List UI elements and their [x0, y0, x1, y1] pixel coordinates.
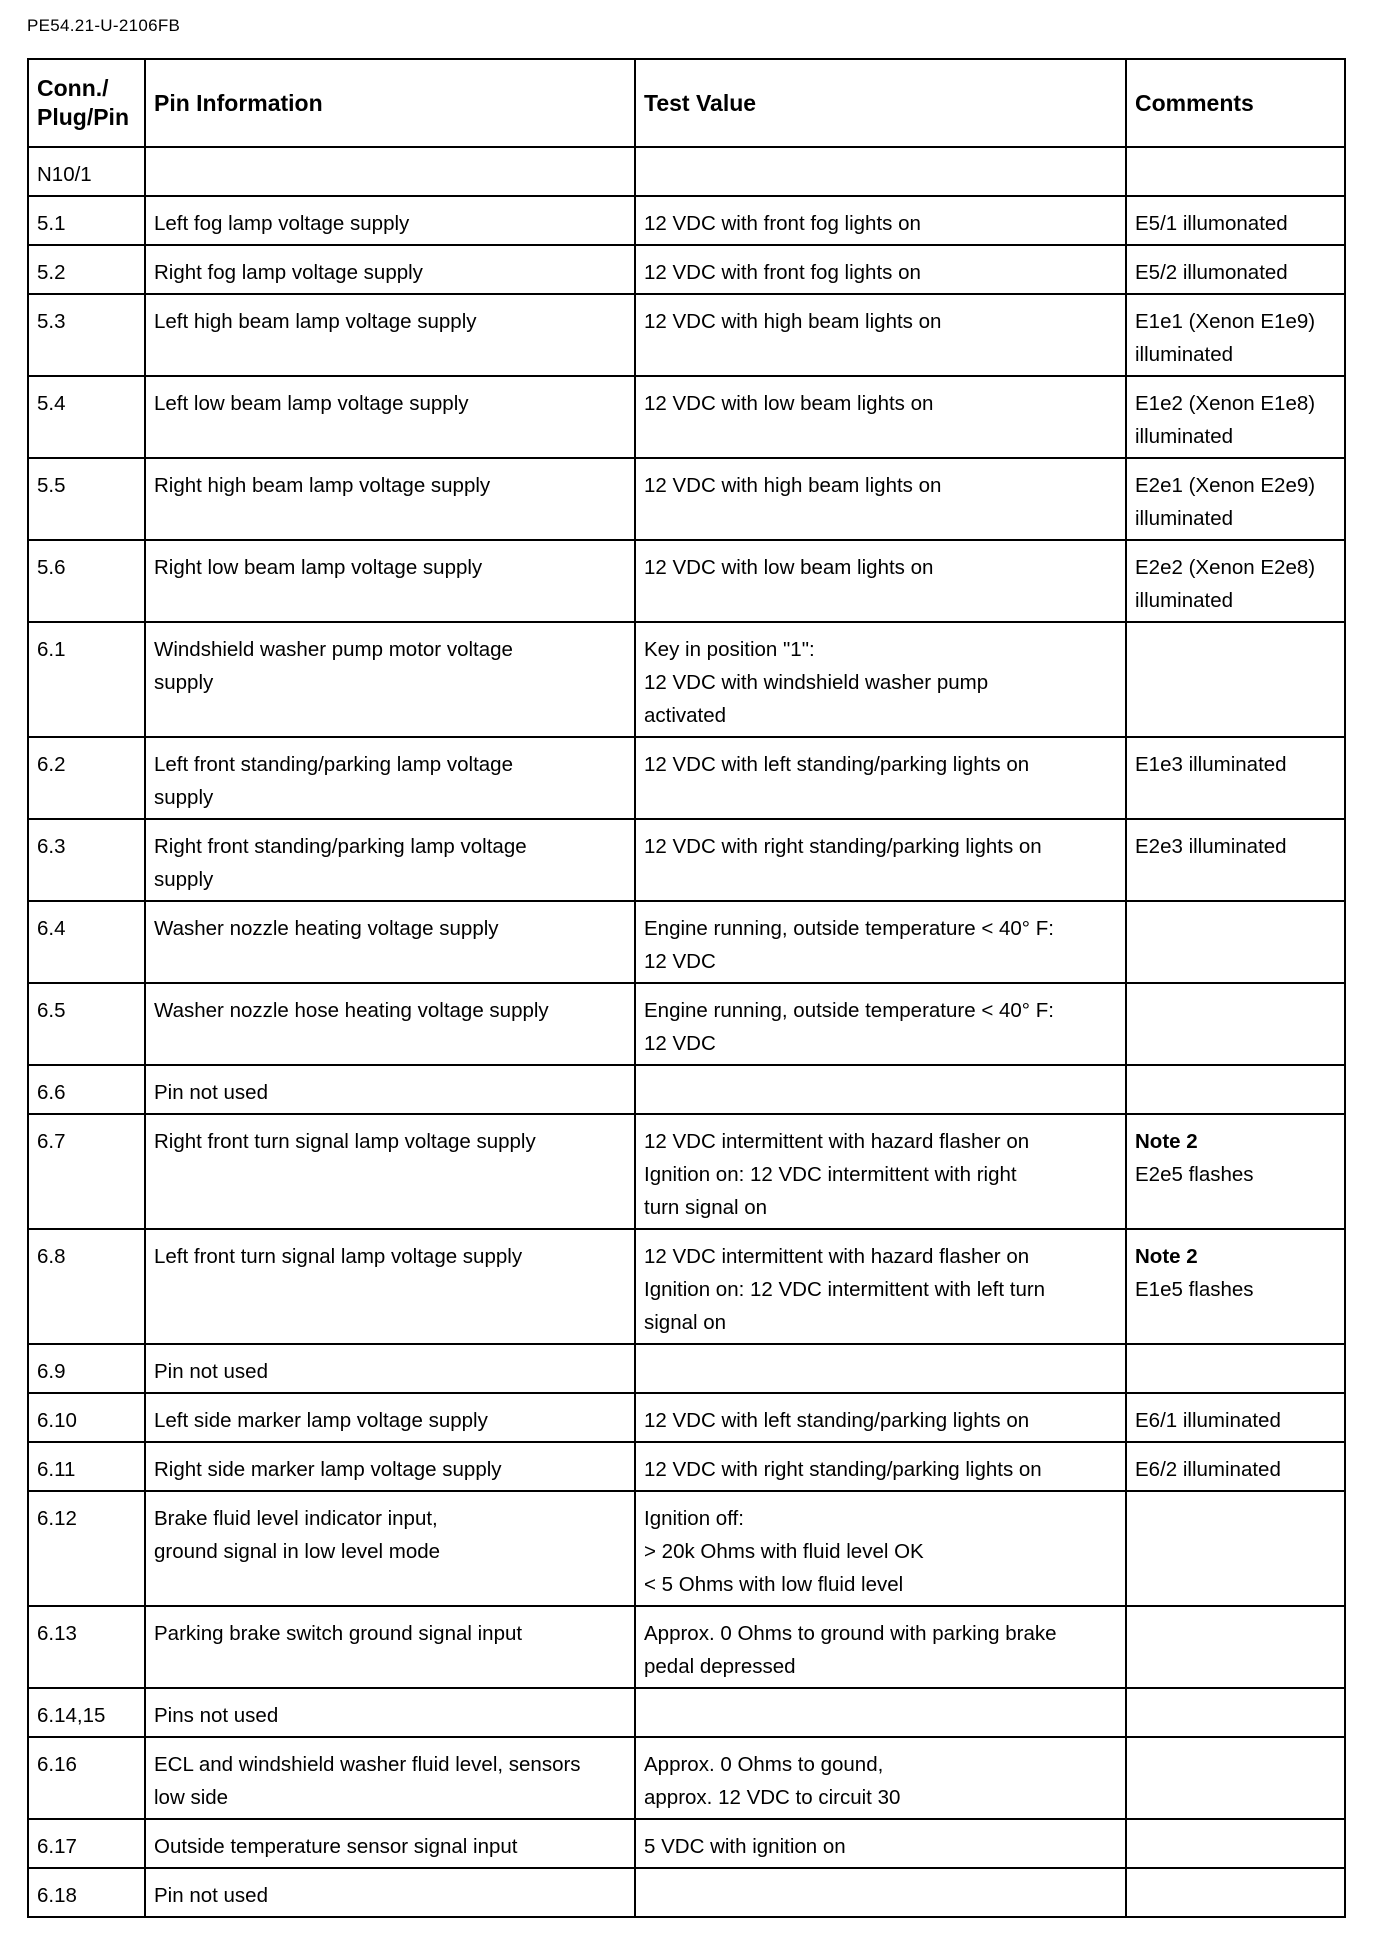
- pin-info-cell: [145, 1442, 635, 1491]
- pin-cell: 6.5: [28, 983, 145, 1065]
- header-test-value: Test Value: [635, 59, 1126, 147]
- pin-info-cell: [145, 540, 635, 622]
- test-value-line: 12 VDC with windshield washer pump: [644, 671, 989, 694]
- comment-note: Note 2: [1135, 1130, 1198, 1153]
- pin-cell: 6.14,15: [28, 1688, 145, 1737]
- pin-cell: 6.9: [28, 1344, 145, 1393]
- test-value-cell: [635, 376, 1126, 458]
- comment-line: E2e5 flashes: [1135, 1163, 1254, 1186]
- test-value-line: 12 VDC with high beam lights on: [644, 474, 942, 497]
- pin-cell: 6.12: [28, 1491, 145, 1606]
- pin-info-line: ground signal in low level mode: [154, 1540, 441, 1563]
- pin-info-line: supply: [154, 671, 214, 694]
- pin-info-line: Left low beam lamp voltage supply: [154, 392, 469, 415]
- test-value-line: approx. 12 VDC to circuit 30: [644, 1786, 901, 1809]
- test-value-cell: [635, 1393, 1126, 1442]
- comment-note: Note 2: [1135, 1245, 1198, 1268]
- test-value-line: 12 VDC with low beam lights on: [644, 392, 934, 415]
- table-row: [28, 737, 1345, 819]
- test-value-cell: [635, 1819, 1126, 1868]
- test-value-cell: [635, 1737, 1126, 1819]
- test-value-cell: [635, 245, 1126, 294]
- comments-cell: [1126, 1606, 1345, 1688]
- pin-info-line: Pin not used: [154, 1884, 268, 1907]
- comments-cell: [1126, 819, 1345, 901]
- comments-cell: [1126, 376, 1345, 458]
- comments-cell: [1126, 1491, 1345, 1606]
- table-row: [28, 819, 1345, 901]
- pin-info-line: Left high beam lamp voltage supply: [154, 310, 477, 333]
- comment-line: illuminated: [1135, 589, 1233, 612]
- pin-info-cell: [145, 1819, 635, 1868]
- pin-cell: 6.4: [28, 901, 145, 983]
- test-value-line: 12 VDC: [644, 950, 716, 973]
- test-value-line: 12 VDC with front fog lights on: [644, 261, 921, 284]
- pin-info-cell: [145, 1491, 635, 1606]
- test-value-cell: [635, 540, 1126, 622]
- pin-info-line: Left front standing/parking lamp voltage: [154, 753, 513, 776]
- pin-info-line: Right front standing/parking lamp voltage: [154, 835, 527, 858]
- pin-info-line: Pin not used: [154, 1081, 268, 1104]
- test-value-line: pedal depressed: [644, 1655, 796, 1678]
- test-value-line: < 5 Ohms with low fluid level: [644, 1573, 904, 1596]
- document-id: PE54.21-U-2106FB: [27, 16, 181, 35]
- test-value-cell: [635, 737, 1126, 819]
- pin-info-line: Right high beam lamp voltage supply: [154, 474, 491, 497]
- header-conn-plug-pin: [28, 59, 145, 147]
- pin-cell: 6.7: [28, 1114, 145, 1229]
- table-row: [28, 540, 1345, 622]
- pin-cell: 5.1: [28, 196, 145, 245]
- comments-cell: [1126, 1819, 1345, 1868]
- test-value-cell: [635, 1491, 1126, 1606]
- comments-cell: [1126, 1344, 1345, 1393]
- comment-line: E5/1 illumonated: [1135, 212, 1288, 235]
- test-value-cell: [635, 819, 1126, 901]
- table-row: [28, 1344, 1345, 1393]
- pin-info-line: Left fog lamp voltage supply: [154, 212, 410, 235]
- test-value-line: 12 VDC with front fog lights on: [644, 212, 921, 235]
- comment-line: E1e3 illuminated: [1135, 753, 1287, 776]
- pin-info-line: Pins not used: [154, 1704, 279, 1727]
- test-value-line: Ignition on: 12 VDC intermittent with left turn: [644, 1278, 1046, 1301]
- test-value-line: > 20k Ohms with fluid level OK: [644, 1540, 924, 1563]
- test-value-line: 5 VDC with ignition on: [644, 1835, 846, 1858]
- table-row: [28, 458, 1345, 540]
- test-value-line: 12 VDC with right standing/parking lights on: [644, 1458, 1042, 1481]
- pin-info-line: Washer nozzle hose heating voltage supply: [154, 999, 549, 1022]
- comment-line: E1e2 (Xenon E1e8): [1135, 392, 1316, 415]
- pin-cell: 5.3: [28, 294, 145, 376]
- comment-line: illuminated: [1135, 343, 1233, 366]
- pin-table-body: [28, 147, 1345, 1917]
- pin-info-cell: [145, 819, 635, 901]
- comments-cell: [1126, 737, 1345, 819]
- pin-info-cell: [145, 1606, 635, 1688]
- pin-info-line: Right fog lamp voltage supply: [154, 261, 423, 284]
- pin-info-line: Outside temperature sensor signal input: [154, 1835, 518, 1858]
- comment-line: illuminated: [1135, 425, 1233, 448]
- pin-info-cell: [145, 1688, 635, 1737]
- header-conn-line1: Conn./: [37, 75, 109, 101]
- comment-line: E2e3 illuminated: [1135, 835, 1287, 858]
- test-value-line: Ignition off:: [644, 1507, 744, 1530]
- pin-info-line: Right low beam lamp voltage supply: [154, 556, 483, 579]
- comments-cell: [1126, 1229, 1345, 1344]
- comments-cell: [1126, 1737, 1345, 1819]
- comment-line: E1e5 flashes: [1135, 1278, 1254, 1301]
- table-row: [28, 1393, 1345, 1442]
- table-row: [28, 1491, 1345, 1606]
- header-pin-information: Pin Information: [145, 59, 635, 147]
- comments-cell: [1126, 901, 1345, 983]
- table-row: [28, 983, 1345, 1065]
- test-value-line: 12 VDC intermittent with hazard flasher on: [644, 1130, 1030, 1153]
- pin-info-line: Left side marker lamp voltage supply: [154, 1409, 488, 1432]
- pin-info-line: low side: [154, 1786, 229, 1809]
- pin-info-cell: [145, 458, 635, 540]
- pin-info-line: Parking brake switch ground signal input: [154, 1622, 523, 1645]
- pin-cell: 5.6: [28, 540, 145, 622]
- table-row: [28, 1229, 1345, 1344]
- pin-cell: 6.17: [28, 1819, 145, 1868]
- table-row: [28, 294, 1345, 376]
- pin-cell: 5.5: [28, 458, 145, 540]
- test-value-line: turn signal on: [644, 1196, 768, 1219]
- table-row: [28, 245, 1345, 294]
- pin-cell: 6.13: [28, 1606, 145, 1688]
- pin-cell: 6.6: [28, 1065, 145, 1114]
- test-value-cell: [635, 1065, 1126, 1114]
- test-value-line: Approx. 0 Ohms to ground with parking brake: [644, 1622, 1057, 1645]
- comments-cell: [1126, 983, 1345, 1065]
- test-value-line: Approx. 0 Ohms to gound,: [644, 1753, 884, 1776]
- pin-info-cell: [145, 1737, 635, 1819]
- test-value-cell: [635, 1688, 1126, 1737]
- test-value-cell: [635, 901, 1126, 983]
- table-row: [28, 1819, 1345, 1868]
- pin-info-cell: [145, 196, 635, 245]
- test-value-cell: [635, 1868, 1126, 1917]
- test-value-line: Ignition on: 12 VDC intermittent with right: [644, 1163, 1017, 1186]
- pin-info-cell: [145, 901, 635, 983]
- table-row: [28, 196, 1345, 245]
- test-value-cell: [635, 458, 1126, 540]
- pin-info-line: supply: [154, 868, 214, 891]
- comment-line: E2e2 (Xenon E2e8): [1135, 556, 1316, 579]
- comments-cell: [1126, 196, 1345, 245]
- comments-cell: [1126, 622, 1345, 737]
- pin-info-cell: [145, 1229, 635, 1344]
- comments-cell: [1126, 294, 1345, 376]
- pin-info-line: supply: [154, 786, 214, 809]
- comment-line: E1e1 (Xenon E1e9): [1135, 310, 1316, 333]
- test-value-cell: [635, 1606, 1126, 1688]
- table-row: [28, 1868, 1345, 1917]
- test-value-cell: [635, 622, 1126, 737]
- table-row: [28, 901, 1345, 983]
- test-value-line: Key in position "1":: [644, 638, 815, 661]
- pin-cell: 6.1: [28, 622, 145, 737]
- comments-cell: [1126, 1442, 1345, 1491]
- pin-info-cell: [145, 1065, 635, 1114]
- table-row: [28, 1065, 1345, 1114]
- table-row: [28, 1737, 1345, 1819]
- pin-cell: 6.11: [28, 1442, 145, 1491]
- pin-info-line: ECL and windshield washer fluid level, sensors: [154, 1753, 581, 1776]
- comments-cell: [1126, 245, 1345, 294]
- comments-cell: [1126, 540, 1345, 622]
- table-row: [28, 1442, 1345, 1491]
- pin-info-line: Pin not used: [154, 1360, 268, 1383]
- pin-info-cell: [145, 737, 635, 819]
- pin-info-cell: [145, 1344, 635, 1393]
- pin-info-line: Washer nozzle heating voltage supply: [154, 917, 499, 940]
- test-value-cell: [635, 1442, 1126, 1491]
- test-value-line: 12 VDC with left standing/parking lights on: [644, 753, 1030, 776]
- pin-cell: 6.16: [28, 1737, 145, 1819]
- comments-cell: [1126, 1868, 1345, 1917]
- comment-line: E5/2 illumonated: [1135, 261, 1288, 284]
- comment-line: E2e1 (Xenon E2e9): [1135, 474, 1316, 497]
- test-value-line: 12 VDC with low beam lights on: [644, 556, 934, 579]
- pin-info-line: Brake fluid level indicator input,: [154, 1507, 438, 1530]
- test-value-cell: [635, 983, 1126, 1065]
- pin-cell: 5.2: [28, 245, 145, 294]
- pin-info-cell: [145, 1868, 635, 1917]
- pin-info-cell: [145, 983, 635, 1065]
- pin-cell: 5.4: [28, 376, 145, 458]
- table-row: [28, 1114, 1345, 1229]
- table-row: [28, 376, 1345, 458]
- test-value-line: 12 VDC with high beam lights on: [644, 310, 942, 333]
- comments-cell: [1126, 458, 1345, 540]
- pin-cell: 6.10: [28, 1393, 145, 1442]
- pin-cell: 6.18: [28, 1868, 145, 1917]
- table-row: [28, 1606, 1345, 1688]
- table-row: [28, 622, 1345, 737]
- pin-info-cell: [145, 1114, 635, 1229]
- header-conn-line2: Plug/Pin: [37, 104, 129, 130]
- comments-cell: [1126, 1393, 1345, 1442]
- pin-info-cell: [145, 245, 635, 294]
- test-value-line: 12 VDC with left standing/parking lights on: [644, 1409, 1030, 1432]
- group-row: [28, 147, 1345, 196]
- test-value-line: activated: [644, 704, 727, 727]
- test-value-cell: [635, 1114, 1126, 1229]
- test-value-line: Engine running, outside temperature < 40° F:: [644, 999, 1054, 1022]
- comments-cell: [1126, 1688, 1345, 1737]
- comment-line: illuminated: [1135, 507, 1233, 530]
- test-value-cell: [635, 1344, 1126, 1393]
- test-value-cell: [635, 196, 1126, 245]
- pin-cell: 6.8: [28, 1229, 145, 1344]
- comment-line: E6/1 illuminated: [1135, 1409, 1281, 1432]
- table-header-row: [28, 59, 1345, 147]
- comment-line: E6/2 illuminated: [1135, 1458, 1281, 1481]
- header-comments: Comments: [1126, 59, 1345, 147]
- group-label: N10/1: [28, 147, 145, 196]
- pin-info-cell: [145, 376, 635, 458]
- test-value-line: 12 VDC: [644, 1032, 716, 1055]
- test-value-cell: [635, 1229, 1126, 1344]
- pin-cell: 6.3: [28, 819, 145, 901]
- pin-info-cell: [145, 294, 635, 376]
- comments-cell: [1126, 1114, 1345, 1229]
- pin-info-line: Left front turn signal lamp voltage supply: [154, 1245, 523, 1268]
- test-value-cell: [635, 294, 1126, 376]
- test-value-line: Engine running, outside temperature < 40° F:: [644, 917, 1054, 940]
- pin-info-cell: [145, 1393, 635, 1442]
- test-value-line: signal on: [644, 1311, 727, 1334]
- pin-info-line: Right front turn signal lamp voltage supply: [154, 1130, 536, 1153]
- table-row: [28, 1688, 1345, 1737]
- pin-table: [27, 58, 1346, 1918]
- test-value-line: 12 VDC intermittent with hazard flasher on: [644, 1245, 1030, 1268]
- pin-info-line: Windshield washer pump motor voltage: [154, 638, 513, 661]
- pin-info-cell: [145, 622, 635, 737]
- comments-cell: [1126, 1065, 1345, 1114]
- pin-cell: 6.2: [28, 737, 145, 819]
- pin-info-line: Right side marker lamp voltage supply: [154, 1458, 502, 1481]
- test-value-line: 12 VDC with right standing/parking lights on: [644, 835, 1042, 858]
